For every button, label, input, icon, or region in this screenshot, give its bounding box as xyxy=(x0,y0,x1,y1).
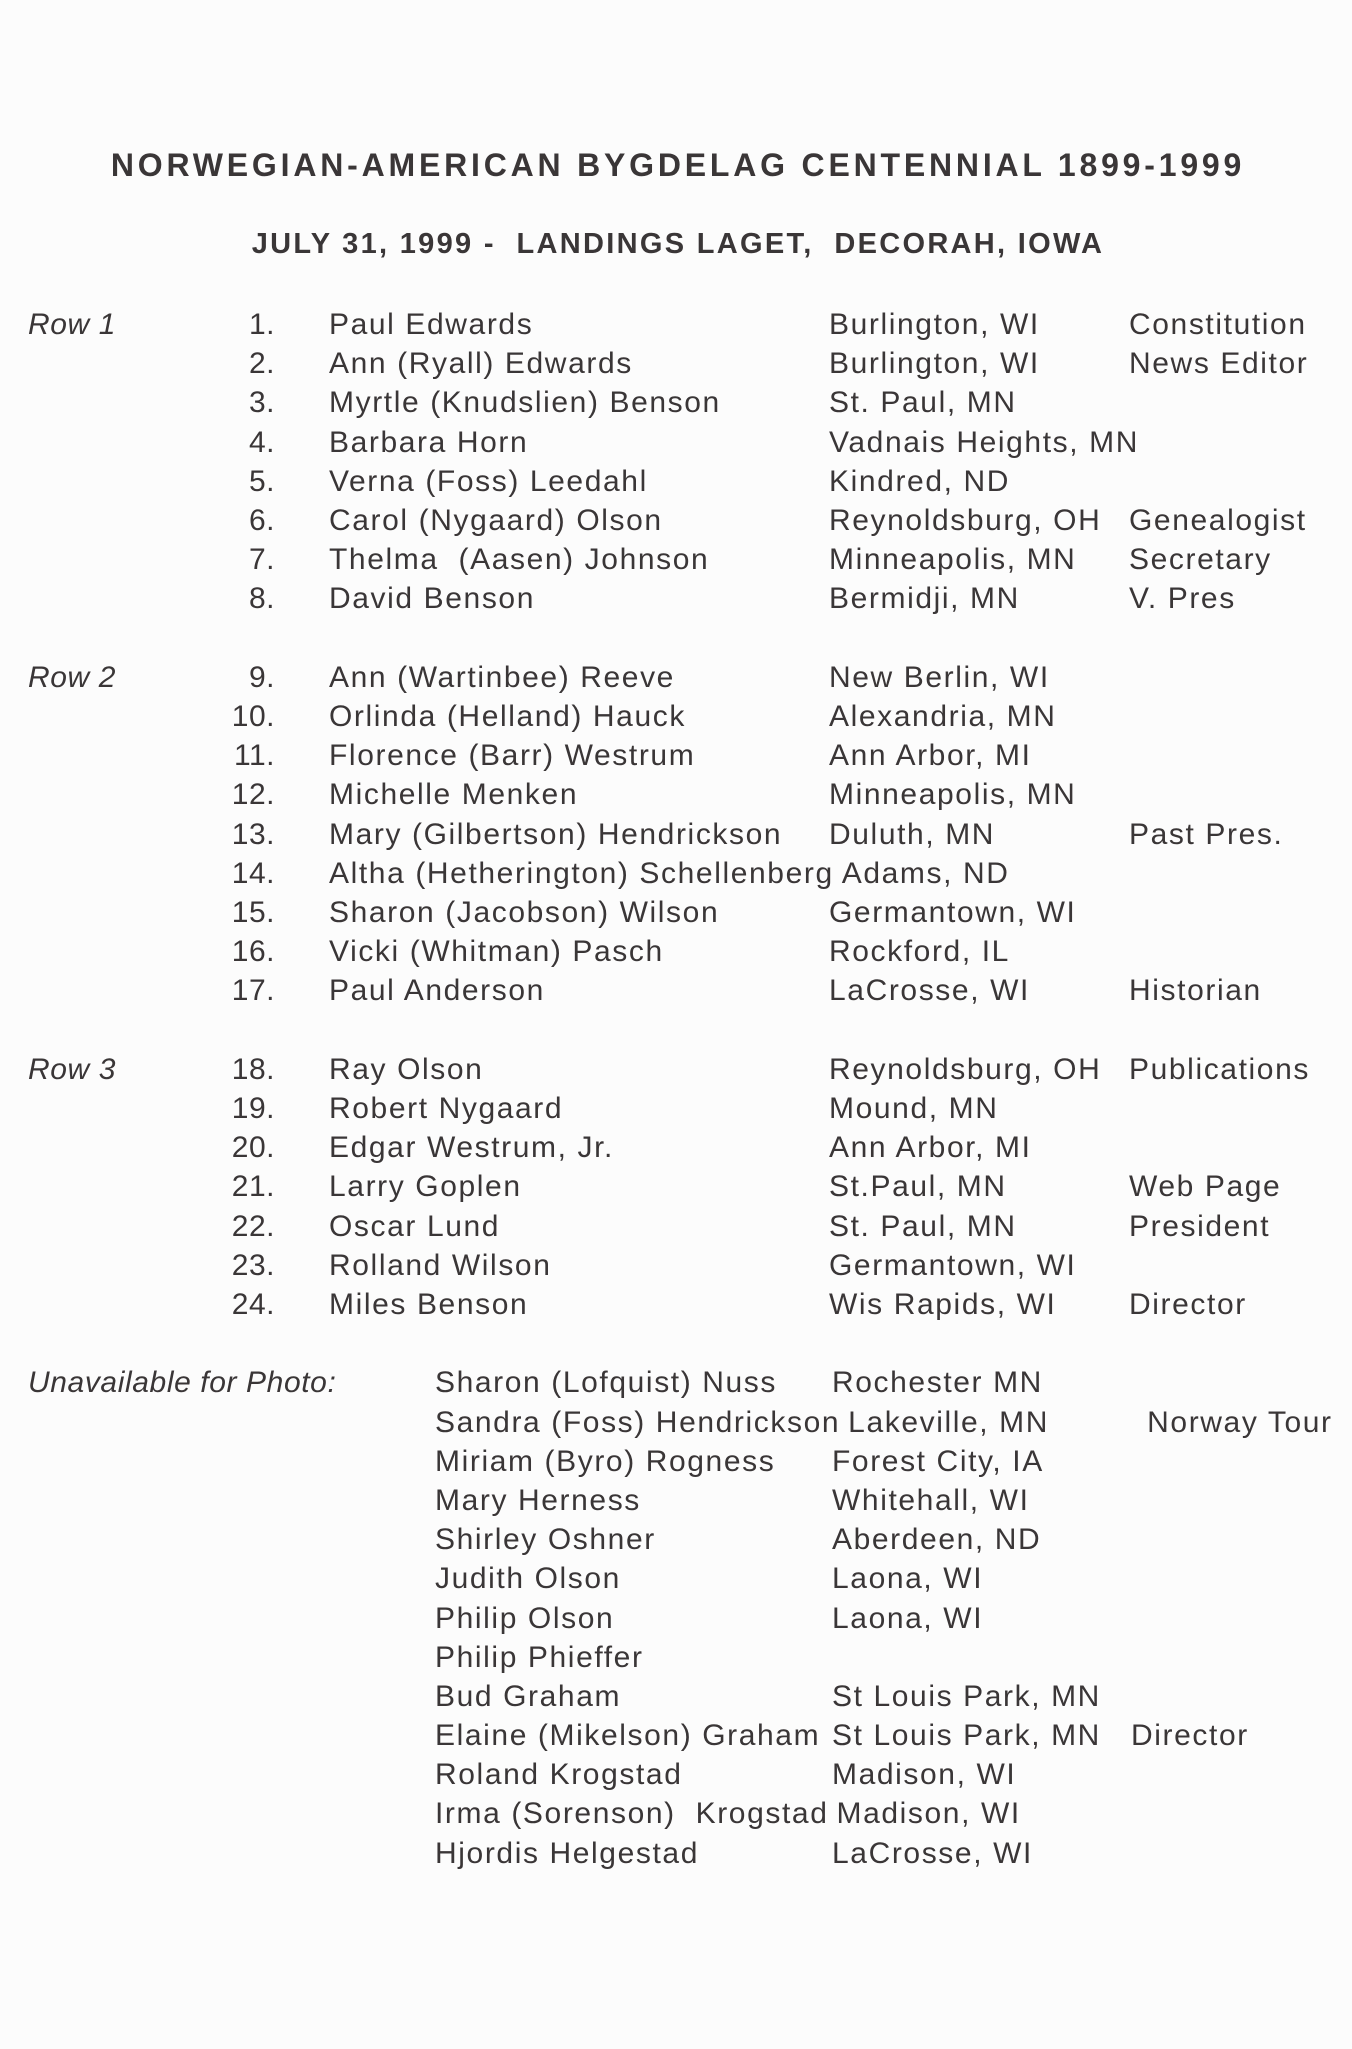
person-name xyxy=(435,1403,848,1442)
person-number: 10. xyxy=(231,699,275,733)
person-row xyxy=(0,540,1352,579)
person-row xyxy=(0,1207,1352,1246)
person-number: 2. xyxy=(248,347,275,381)
person-name-text: Orlinda (Helland) Hauck xyxy=(329,699,686,733)
person-row xyxy=(435,1716,1352,1755)
person-name xyxy=(329,344,829,383)
person-row xyxy=(0,462,1352,501)
person-name xyxy=(329,775,829,814)
person-name-text: Oscar Lund xyxy=(329,1209,501,1243)
person-name-text: Altha (Hetherington) Schellenberg xyxy=(329,856,834,890)
person-number: 6. xyxy=(248,503,275,537)
person-name-text: Sharon (Lofquist) Nuss xyxy=(435,1366,778,1400)
person-name-text: Mary (Gilbertson) Hendrickson xyxy=(329,817,783,851)
person-role: Secretary xyxy=(1129,543,1272,577)
person-row xyxy=(0,1128,1352,1167)
person-name-text: Ann (Wartinbee) Reeve xyxy=(329,660,675,694)
person-location: Forest City, IA xyxy=(832,1444,1044,1478)
person-name-text: David Benson xyxy=(329,582,535,616)
person-location: Lakeville, MN xyxy=(848,1405,1050,1439)
person-location: St.Paul, MN xyxy=(829,1170,1007,1204)
person-name-text: Vicki (Whitman) Pasch xyxy=(329,935,664,969)
person-location: St Louis Park, MN xyxy=(832,1679,1101,1713)
person-row xyxy=(0,775,1352,814)
spacer xyxy=(275,658,329,697)
person-location: LaCrosse, WI xyxy=(832,1836,1033,1870)
spacer xyxy=(275,1128,329,1167)
spacer xyxy=(275,775,329,814)
section-label: Row 1 xyxy=(28,308,117,341)
person-row xyxy=(0,344,1352,383)
spacer xyxy=(275,1285,329,1324)
person-location: Burlington, WI xyxy=(829,308,1040,341)
person-name-text: Hjordis Helgestad xyxy=(435,1836,699,1870)
person-name-text: Irma (Sorenson) Krogstad xyxy=(435,1797,829,1831)
person-row xyxy=(435,1794,1352,1833)
person-name-text: Sharon (Jacobson) Wilson xyxy=(329,895,720,929)
person-number: 16. xyxy=(231,935,275,969)
spacer xyxy=(275,1246,329,1285)
person-number: 24. xyxy=(231,1287,275,1321)
person-role: Director xyxy=(1131,1719,1249,1753)
spacer xyxy=(275,579,329,618)
person-number: 19. xyxy=(231,1091,275,1125)
person-row xyxy=(0,971,1352,1010)
person-location: Mound, MN xyxy=(829,1091,999,1125)
person-location: Rockford, IL xyxy=(829,935,1010,969)
person-name xyxy=(329,462,829,501)
person-location xyxy=(832,1638,1131,1677)
person-name xyxy=(329,971,829,1010)
person-name xyxy=(329,1089,829,1128)
spacer xyxy=(275,1207,329,1246)
person-name-text: Bud Graham xyxy=(435,1679,622,1713)
person-name xyxy=(329,1167,829,1206)
person-name xyxy=(329,1207,829,1246)
person-row xyxy=(0,383,1352,422)
person-row xyxy=(435,1599,1352,1638)
person-number: 15. xyxy=(231,895,275,929)
person-location: Vadnais Heights, MN xyxy=(829,425,1139,459)
person-row xyxy=(0,1285,1352,1324)
person-name-text: Carol (Nygaard) Olson xyxy=(329,503,663,537)
person-name-text: Thelma (Aasen) Johnson xyxy=(329,543,710,577)
person-number: 7. xyxy=(248,543,275,577)
person-location: Minneapolis, MN xyxy=(829,543,1077,577)
person-row xyxy=(435,1403,1352,1442)
person-number: 13. xyxy=(231,817,275,851)
person-name xyxy=(329,1050,829,1089)
person-row xyxy=(0,305,1352,344)
spacer xyxy=(275,423,329,462)
spacer xyxy=(275,1089,329,1128)
person-name xyxy=(435,1599,832,1638)
spacer xyxy=(275,932,329,971)
person-location: Duluth, MN xyxy=(829,817,996,851)
person-location: Aberdeen, ND xyxy=(832,1523,1042,1557)
person-row xyxy=(0,893,1352,932)
person-location: Ann Arbor, MI xyxy=(829,739,1032,773)
spacer xyxy=(275,462,329,501)
person-name-text: Ray Olson xyxy=(329,1052,484,1086)
person-name-text: Paul Anderson xyxy=(329,974,545,1008)
person-name-text: Miles Benson xyxy=(329,1287,529,1321)
person-location: Germantown, WI xyxy=(829,1248,1077,1282)
spacer xyxy=(275,383,329,422)
person-location: Laona, WI xyxy=(832,1601,984,1635)
person-role: Constitution xyxy=(1129,308,1307,341)
person-name-text: Ann (Ryall) Edwards xyxy=(329,347,633,381)
person-role: Web Page xyxy=(1129,1170,1282,1204)
person-row xyxy=(0,501,1352,540)
person-location: New Berlin, WI xyxy=(829,660,1050,694)
person-location: Alexandria, MN xyxy=(829,699,1057,733)
person-location: Madison, WI xyxy=(836,1797,1021,1831)
person-number: 3. xyxy=(248,386,275,420)
person-number: 11. xyxy=(234,739,275,773)
person-location: Bermidji, MN xyxy=(829,582,1020,616)
person-name-text: Barbara Horn xyxy=(329,425,529,459)
person-name xyxy=(329,815,829,854)
person-row xyxy=(435,1677,1352,1716)
person-name-text: Robert Nygaard xyxy=(329,1091,564,1125)
person-number: 4. xyxy=(248,425,275,459)
person-location: Reynoldsburg, OH xyxy=(829,1052,1102,1086)
person-location: Kindred, ND xyxy=(829,464,1011,498)
person-name xyxy=(435,1755,832,1794)
spacer xyxy=(275,971,329,1010)
person-role: Director xyxy=(1129,1287,1247,1321)
person-name xyxy=(435,1794,836,1833)
people-list xyxy=(0,1050,1352,1324)
person-name-text: Roland Krogstad xyxy=(435,1758,683,1792)
spacer xyxy=(275,697,329,736)
person-name xyxy=(329,736,829,775)
person-name xyxy=(329,383,829,422)
person-row xyxy=(0,815,1352,854)
person-location: Germantown, WI xyxy=(829,895,1077,929)
spacer xyxy=(275,854,329,893)
section-label: Row 3 xyxy=(28,1052,117,1086)
person-name xyxy=(329,540,829,579)
person-name xyxy=(435,1363,832,1402)
person-name-text: Shirley Oshner xyxy=(435,1523,656,1557)
section-label: Unavailable for Photo: xyxy=(28,1366,337,1400)
people-list xyxy=(0,658,1352,1011)
person-name-text: Michelle Menken xyxy=(329,778,579,812)
person-number: 12. xyxy=(231,778,275,812)
person-number: 21. xyxy=(231,1170,275,1204)
person-row xyxy=(435,1834,1352,1873)
person-location: Reynoldsburg, OH xyxy=(829,503,1102,537)
person-name-text: Miriam (Byro) Rogness xyxy=(435,1444,776,1478)
person-role: Norway Tour xyxy=(1147,1405,1333,1439)
person-row xyxy=(0,932,1352,971)
person-role: Past Pres. xyxy=(1129,817,1284,851)
section-label: Row 2 xyxy=(28,660,117,694)
person-location: Rochester MN xyxy=(832,1366,1043,1400)
person-location: St. Paul, MN xyxy=(829,386,1017,420)
person-name xyxy=(435,1520,832,1559)
person-name xyxy=(435,1834,832,1873)
person-name xyxy=(329,579,829,618)
person-name-text: Myrtle (Knudslien) Benson xyxy=(329,386,721,420)
spacer xyxy=(275,893,329,932)
person-row xyxy=(435,1442,1352,1481)
person-name-text: Rolland Wilson xyxy=(329,1248,552,1282)
person-name xyxy=(435,1481,832,1520)
person-number: 5. xyxy=(248,464,275,498)
person-location: LaCrosse, WI xyxy=(829,974,1030,1008)
people-list xyxy=(0,1363,1352,1872)
person-role: Genealogist xyxy=(1129,503,1307,537)
person-row xyxy=(0,423,1352,462)
person-number: 17. xyxy=(231,974,275,1008)
spacer xyxy=(275,540,329,579)
person-row xyxy=(435,1363,1352,1402)
person-row xyxy=(0,697,1352,736)
person-location: Adams, ND xyxy=(841,856,1010,890)
people-list xyxy=(0,305,1352,619)
person-name xyxy=(329,893,829,932)
person-row xyxy=(435,1481,1352,1520)
person-location: Burlington, WI xyxy=(829,347,1040,381)
person-name xyxy=(329,1128,829,1167)
person-row xyxy=(0,658,1352,697)
person-location: Laona, WI xyxy=(832,1562,984,1596)
document-title: NORWEGIAN-AMERICAN BYGDELAG CENTENNIAL 1899-1999 xyxy=(110,147,1246,183)
person-name-text: Mary Herness xyxy=(435,1483,641,1517)
person-location: Wis Rapids, WI xyxy=(829,1287,1057,1321)
person-name xyxy=(329,658,829,697)
person-location: Madison, WI xyxy=(832,1758,1017,1792)
person-name-text: Elaine (Mikelson) Graham xyxy=(435,1719,821,1753)
person-name xyxy=(435,1677,832,1716)
person-name xyxy=(329,305,829,344)
person-name xyxy=(329,501,829,540)
person-name-text: Sandra (Foss) Hendrickson xyxy=(435,1405,841,1439)
person-role: President xyxy=(1129,1209,1271,1243)
person-row xyxy=(0,736,1352,775)
spacer xyxy=(275,344,329,383)
person-number: 22. xyxy=(231,1209,275,1243)
spacer xyxy=(275,815,329,854)
person-name xyxy=(329,1246,829,1285)
person-role: V. Pres xyxy=(1129,582,1236,616)
person-name xyxy=(329,423,829,462)
person-row xyxy=(0,854,1352,893)
person-role: News Editor xyxy=(1129,347,1309,381)
person-row xyxy=(435,1559,1352,1598)
person-location: St Louis Park, MN xyxy=(832,1719,1101,1753)
person-row xyxy=(0,1089,1352,1128)
person-location: Minneapolis, MN xyxy=(829,778,1077,812)
spacer xyxy=(275,1167,329,1206)
person-name xyxy=(435,1442,832,1481)
person-number: 14. xyxy=(231,856,275,890)
spacer xyxy=(275,305,329,344)
person-row xyxy=(0,1246,1352,1285)
person-row xyxy=(0,1050,1352,1089)
spacer xyxy=(275,736,329,775)
person-number: 8. xyxy=(248,582,275,616)
person-name-text: Verna (Foss) Leedahl xyxy=(329,464,648,498)
spacer xyxy=(275,501,329,540)
person-name-text: Edgar Westrum, Jr. xyxy=(329,1131,614,1165)
spacer xyxy=(275,1050,329,1089)
person-number: 23. xyxy=(231,1248,275,1282)
person-name-text: Philip Olson xyxy=(435,1601,615,1635)
person-name xyxy=(329,854,842,893)
person-row xyxy=(0,1167,1352,1206)
person-name-text: Florence (Barr) Westrum xyxy=(329,739,696,773)
person-name xyxy=(435,1559,832,1598)
person-number: 18. xyxy=(231,1052,275,1086)
person-row xyxy=(435,1638,1352,1677)
person-number: 9. xyxy=(248,660,275,694)
person-name-text: Paul Edwards xyxy=(329,308,534,341)
person-row xyxy=(435,1520,1352,1559)
person-number: 1. xyxy=(248,308,275,341)
person-name xyxy=(435,1638,832,1677)
person-role: Publications xyxy=(1129,1052,1310,1086)
document-subtitle: JULY 31, 1999 - LANDINGS LAGET, DECORAH, IOWA xyxy=(251,228,1105,260)
person-name-text: Philip Phieffer xyxy=(435,1640,644,1674)
person-location: Ann Arbor, MI xyxy=(829,1131,1032,1165)
person-role: Historian xyxy=(1129,974,1262,1008)
person-name xyxy=(435,1716,832,1755)
person-location: St. Paul, MN xyxy=(829,1209,1017,1243)
person-name-text: Larry Goplen xyxy=(329,1170,522,1204)
person-row xyxy=(0,579,1352,618)
person-name xyxy=(329,932,829,971)
person-name xyxy=(329,1285,829,1324)
person-name-text: Judith Olson xyxy=(435,1562,621,1596)
person-number: 20. xyxy=(231,1131,275,1165)
person-row xyxy=(435,1755,1352,1794)
person-location: Whitehall, WI xyxy=(832,1483,1030,1517)
person-name xyxy=(329,697,829,736)
